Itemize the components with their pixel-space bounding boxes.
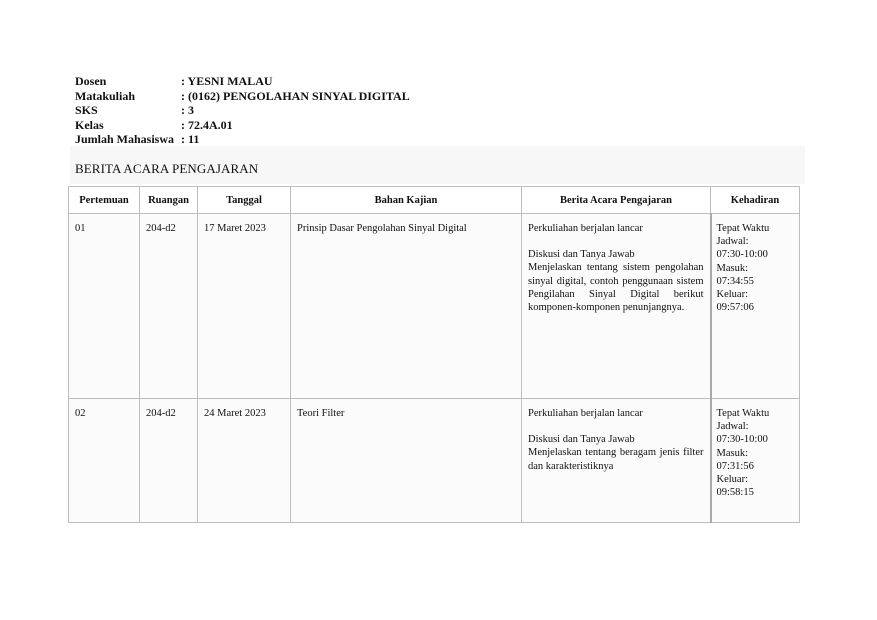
attendance-value: 09:57:06	[716, 302, 754, 314]
attendance-label: Jadwal:	[716, 236, 749, 248]
cell-bahan-kajian: Prinsip Dasar Pengolahan Sinyal Digital	[291, 214, 522, 399]
header-berita-acara: Berita Acara Pengajaran	[522, 187, 711, 214]
attendance-value: 07:31:56	[716, 460, 754, 472]
berita-detail: Menjelaskan tentang sistem pengolahan sinyal digital, contoh penggunaan sistem Pengilahan Sinyal Digital berikut komponen-komponen penunjangnya.	[528, 262, 704, 314]
info-label: Kelas	[75, 117, 104, 132]
berita-status: Perkuliahan berjalan lancar	[528, 223, 643, 234]
cell-bahan-kajian: Teori Filter	[291, 399, 522, 523]
info-label: SKS	[75, 103, 98, 118]
info-row-jumlah-mahasiswa	[75, 132, 410, 147]
info-label: Matakuliah	[75, 88, 136, 103]
info-value: : 72.4A.01	[181, 117, 233, 132]
cell-tanggal: 24 Maret 2023	[198, 399, 291, 523]
cell-berita-acara	[522, 214, 711, 399]
course-info	[75, 74, 410, 147]
table-row	[69, 399, 800, 523]
info-value: : 11	[181, 132, 200, 147]
header-tanggal: Tanggal	[198, 187, 291, 214]
attendance-value: 07:34:55	[716, 275, 754, 287]
info-value: : 3	[181, 103, 194, 118]
cell-pertemuan: 01	[69, 214, 140, 399]
attendance-value: 09:58:15	[716, 487, 754, 499]
cell-pertemuan: 02	[69, 399, 140, 523]
header-ruangan: Ruangan	[140, 187, 198, 214]
attendance-label: Jadwal:	[716, 421, 749, 433]
cell-kehadiran	[711, 399, 800, 523]
cell-ruangan: 204-d2	[140, 399, 198, 523]
info-value: : YESNI MALAU	[181, 74, 273, 88]
table-header-row	[69, 187, 800, 214]
teaching-record-table	[68, 186, 800, 523]
info-row-dosen	[75, 74, 410, 89]
header-bahan-kajian: Bahan Kajian	[291, 187, 522, 214]
info-label: Dosen	[75, 74, 107, 88]
cell-tanggal: 17 Maret 2023	[198, 214, 291, 399]
berita-detail: Diskusi dan Tanya Jawab	[528, 249, 635, 261]
cell-kehadiran	[711, 214, 800, 399]
attendance-value: 07:30-10:00	[716, 249, 768, 261]
header-kehadiran: Kehadiran	[711, 187, 800, 214]
info-row-matakuliah	[75, 89, 410, 104]
section-title: BERITA ACARA PENGAJARAN	[75, 161, 259, 176]
berita-status: Perkuliahan berjalan lancar	[528, 408, 643, 419]
table-row	[69, 214, 800, 399]
cell-berita-acara	[522, 399, 711, 523]
attendance-label: Keluar:	[716, 289, 748, 301]
cell-ruangan: 204-d2	[140, 214, 198, 399]
berita-detail: Menjelaskan tentang beragam jenis filter dan karakteristiknya	[528, 447, 704, 472]
attendance-label: Masuk:	[716, 262, 748, 274]
attendance-status: Tepat Waktu	[716, 223, 770, 234]
attendance-status: Tepat Waktu	[716, 408, 770, 419]
info-value: : (0162) PENGOLAHAN SINYAL DIGITAL	[181, 88, 410, 103]
header-pertemuan: Pertemuan	[69, 187, 140, 214]
attendance-value: 07:30-10:00	[716, 434, 768, 446]
info-row-sks	[75, 103, 410, 118]
attendance-label: Masuk:	[716, 447, 748, 459]
info-label: Jumlah Mahasiswa	[75, 132, 175, 147]
info-row-kelas	[75, 118, 410, 133]
attendance-label: Keluar:	[716, 474, 748, 486]
berita-detail: Diskusi dan Tanya Jawab	[528, 434, 635, 446]
